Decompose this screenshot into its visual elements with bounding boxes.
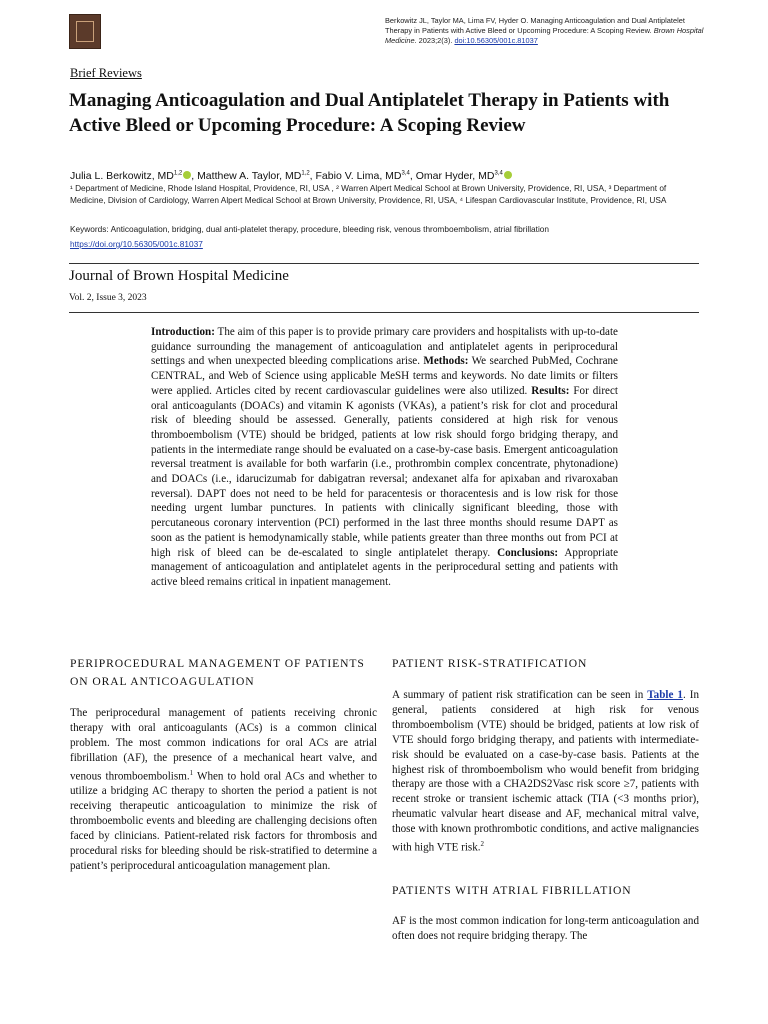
author-list — [70, 166, 690, 183]
right-body-text: A summary of patient risk stratification can be seen in Table 1. In general, patients considered at high risk for venous thromboembolism (VTE) should be bridged, patients at low risk of VTE should forgo bridging therapy, and patients with intermediate-risk should be evaluated on a case-by-case basis. Patients at the highest risk of thromboembolism who would benefit from bridging therapy are those with a CHA2DS2Vasc risk score ≥7, patients with recent stroke or transient ischemic attack (TIA (<3 months prior), rheumatic valvular heart disease and AF, mechanical mitral valve, those with known prothrombotic conditions, and active malignancies with high VTE risk.$^2$ — [392, 689, 699, 854]
author[interactable]: Julia L. Berkowitz, MD$^{1,2}$ , — [70, 169, 198, 182]
journal-name: Journal of Brown Hospital Medicine — [69, 268, 289, 284]
keywords: Keywords: Anticoagulation, bridging, dual anti-platelet therapy, procedure, bleeding risk, venous thromboembolism, atrial fibrillation — [70, 224, 550, 234]
volume-issue: Vol. 2, Issue 3, 2023 — [69, 293, 147, 303]
orcid-icon[interactable] — [504, 171, 512, 179]
section-heading-risk-stratification: PATIENT RISK-STRATIFICATION — [392, 657, 588, 670]
abstract-methods-label: Methods: — [423, 355, 469, 368]
abstract: Introduction: The aim of this paper is to provide primary care providers and hospitalists with up-to-date guidance surrounding the management of anticoagulation and antiplatelet agents in periprocedural settings and when unexpected bleeding complications arise. Methods: We searched PubMed, Cochrane CENTRAL, and Web of Science using applicable MeSH terms and keywords. No date limits or filters were applied. Articles cited by recent cardiovascular guidelines were also utilized. Results: For direct oral anticoagulants (DOACs) and vitamin K agonists (VKAs), a patient’s risk for clot and procedural risk of bleeding should be assessed. Generally, patients considered at high risk for venous thromboembolism (VTE) should be bridged, patients at low risk should forgo bridging therapy, and patients in the intermediate range should be evaluated on a case-by-case basis. Emergent anticoagulation reversal treatment is available for both warfarin (i.e., prothrombin complex concentrate, phytonadione) and DOACs (i.e., idarucizumab for dabigatran reversal; andexanet alfa for apixaban and rivaroxaban reversal). DAPT does not need to be held for paracentesis or thoracentesis and is low risk for those needing urgent lumbar punctures. In patients with clinically significant bleeding, those with percutaneous coronary intervention (PCI) performed in the last three months should resume DAPT as soon as the patient is hemodynamically stable, while patients greater than three months out from PCI at high risk of bleed can be de-escalated to single antiplatelet therapy. Conclusions: Appropriate management of anticoagulation and antiplatelet agents in the periprocedural setting and patients with active bleed remains critical in inpatient management. — [151, 326, 619, 588]
reference-link[interactable]: 1 — [189, 768, 194, 777]
citation-text: Berkowitz JL, Taylor MA, Lima FV, Hyder O. Managing Anticoagulation and Dual Antiplatelet Therapy in Patients with Active Bleed or Upcoming Procedure: A Scoping Review. — [385, 16, 685, 35]
citation-header — [385, 16, 705, 46]
author[interactable]: Omar Hyder, MD$^{3,4}$ — [416, 170, 512, 182]
author[interactable]: Matthew A. Taylor, MD$^{1,2}$, — [197, 169, 316, 182]
section-heading-atrial-fibrillation: PATIENTS WITH ATRIAL FIBRILLATION — [392, 884, 632, 897]
doi-link[interactable]: https://doi.org/10.56305/001c.81037 — [70, 239, 203, 249]
journal-logo — [69, 14, 101, 49]
citation-year: . 2023;2(3). — [414, 36, 455, 45]
abstract-conclusions-label: Conclusions: — [497, 546, 559, 559]
divider — [69, 263, 699, 264]
divider — [69, 312, 699, 313]
article-category[interactable]: Brief Reviews — [70, 66, 142, 80]
affiliations: ¹ Department of Medicine, Rhode Island Hospital, Providence, RI, USA , ² Warren Alpert Medical School at Brown University, Providence, RI, USA, ³ Department of Medicine, Division of Cardiology, Warren Alpert Medical School at Brown University, Providence, RI, USA, ⁴ Lifespan Cardiovascular Institute, Providence, RI, USA — [70, 183, 667, 205]
table-1-link[interactable]: Table 1 — [647, 689, 683, 701]
reference-link[interactable]: 2 — [480, 840, 485, 849]
article-title: Managing Anticoagulation and Dual Antiplatelet Therapy in Patients with Active Bleed or Upcoming Procedure: A Scoping Review — [69, 90, 670, 136]
section-heading-periprocedural: PERIPROCEDURAL MANAGEMENT OF PATIENTS ON ORAL ANTICOAGULATION — [70, 657, 365, 688]
author[interactable]: Fabio V. Lima, MD$^{3,4}$, — [315, 169, 416, 182]
abstract-intro-label: Introduction: — [151, 326, 215, 338]
citation-doi-link[interactable]: doi:10.56305/001c.81037 — [454, 36, 538, 45]
left-body-text: The periprocedural management of patients receiving chronic therapy with oral anticoagulants (ACs) is a common clinical problem. The most common indications for oral ACs are atrial fibrillation (AF), the presence of a mechanical heart valve, and venous thromboembolism.$^1$ When to hold oral ACs and whether to utilize a bridging AC therapy to shorten the period a patient is not receiving therapeutic anticoagulation to minimize the risk of thromboembolic events and bleeding are challenging decisions often faced by clinicians. Patient-related risk factors for thrombosis and procedural risks for bleeding should be risk-stratified to determine a patient’s periprocedural anticoagulation management plan. — [70, 707, 377, 872]
citation-journal: Brown Hospital Medicine — [385, 26, 704, 45]
right-body-text-af: AF is the most common indication for long-term anticoagulation and often does not require bridging therapy. The — [392, 915, 699, 942]
abstract-results-label: Results: — [531, 384, 570, 397]
